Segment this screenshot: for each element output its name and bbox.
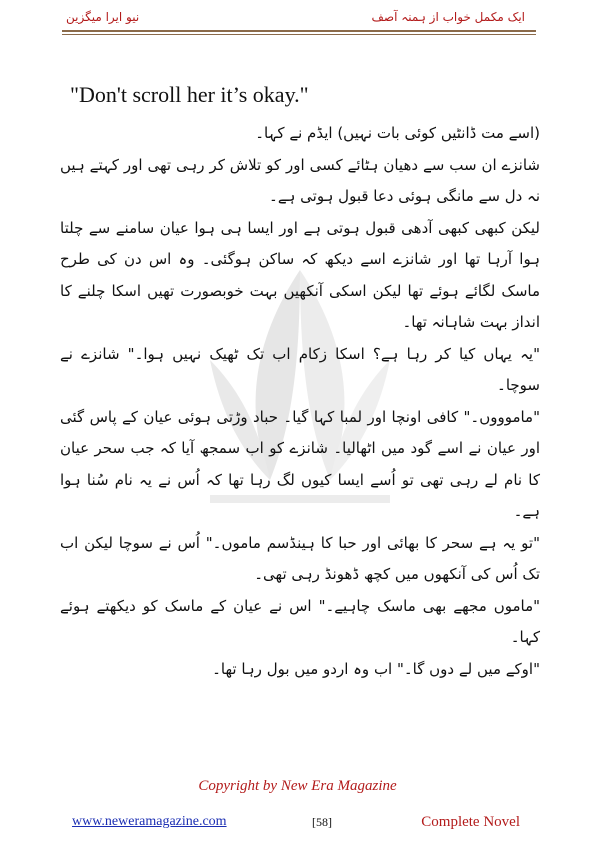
page-header xyxy=(0,0,595,40)
paragraph: "ماموووں۔" کافی اونچا اور لمبا کہا گیا۔ حباد وڑتی ہوئی عیان کے پاس گئی اور عیان نے اسے گود میں اٹھالیا۔ شانزے کو اب سمجھ آیا کہ جب سحر عیان کا نام لے رہی تھی تو اُسے ایسا کیوں لگ رہا تھا کہ اُس نے یہ نام سُنا ہوا ہے۔ xyxy=(60,407,540,520)
paragraph: (اسے مت ڈانٹیں کوئی بات نہیں) ایڈم نے کہا۔ xyxy=(255,124,540,142)
footer-label: Complete Novel xyxy=(421,814,520,830)
story-text xyxy=(60,118,540,685)
header-rule-thin xyxy=(62,34,536,35)
magazine-name: نیو ایرا میگزین xyxy=(66,10,140,24)
english-quote: "Don't scroll her it’s okay." xyxy=(70,82,309,107)
page-footer xyxy=(62,814,536,836)
paragraph: "اوکے میں لے دوں گا۔" اب وہ اردو میں بول رہا تھا۔ xyxy=(212,659,540,678)
paragraph: "یہ یہاں کیا کر رہا ہے؟ اسکا زکام اب تک ٹھیک نہیں ہوا۔" شانزے نے سوچا۔ xyxy=(60,344,540,394)
paragraph: "تو یہ ہے سحر کا بھائی اور حبا کا ہینڈسم ماموں۔" اُس نے سوچا لیکن اب تک اُس کی آنکھوں میں کچھ ڈھونڈ رہی تھی۔ xyxy=(60,533,540,583)
paragraph: لیکن کبھی کبھی آدھی قبول ہوتی ہے اور ایسا ہی ہوا عیان سامنے سے چلتا ہوا آرہا تھا اور شانزے اسے دیکھ کہ ساکن ہوگئی۔ وہ اس دن کی طرح ماسک لگائے ہوئے تھا لیکن اسکی آنکھیں بہت خوبصورت تھیں اسکا چلنے کا انداز بہت شاہانہ تھا۔ xyxy=(60,218,540,331)
paragraph: شانزے ان سب سے دھیان ہٹائے کسی اور کو تلاش کر رہی تھی اور کہتے ہیں نہ دل سے مانگی ہوئی دعا قبول ہوتی ہے۔ xyxy=(60,155,540,205)
website-link[interactable]: www.neweramagazine.com xyxy=(72,814,227,829)
header-rule xyxy=(62,30,536,32)
page-number: [58] xyxy=(312,815,332,829)
novel-title-author: ایک مکمل خواب از ہمنہ آصف xyxy=(371,10,525,24)
paragraph: "ماموں مجھے بھی ماسک چاہیے۔" اس نے عیان کے ماسک کو دیکھتے ہوئے کہا۔ xyxy=(60,596,540,646)
copyright-line: Copyright by New Era Magazine xyxy=(198,778,397,794)
